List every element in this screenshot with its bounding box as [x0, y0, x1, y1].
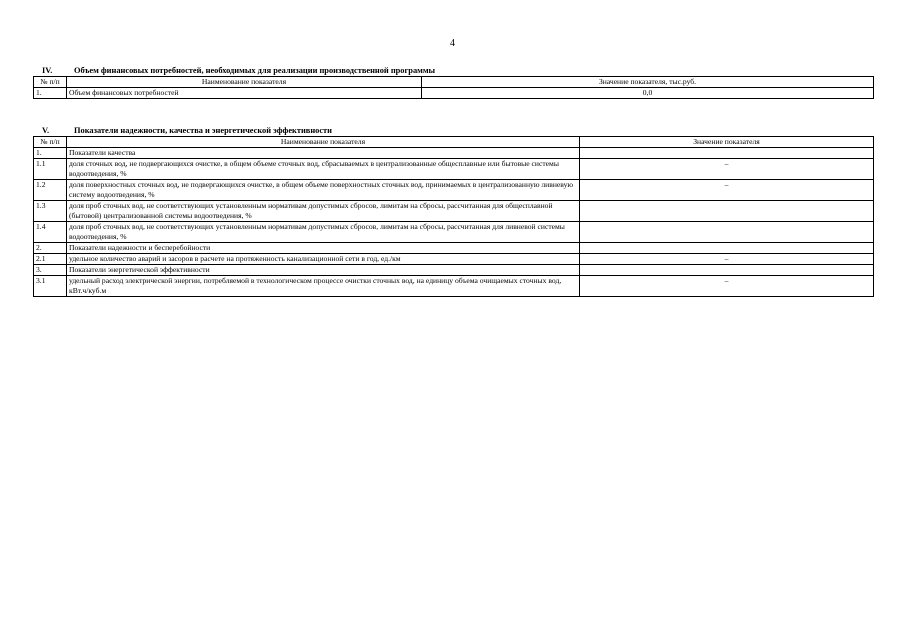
row-name: Показатели энергетической эффективности [67, 265, 580, 276]
row-number: 2. [34, 243, 67, 254]
table-row [34, 243, 874, 254]
table-row [34, 276, 874, 297]
row-number: 2.1 [34, 254, 67, 265]
row-value [580, 222, 874, 243]
section-4-heading [42, 66, 435, 75]
row-number: 3.1 [34, 276, 67, 297]
table-row [34, 180, 874, 201]
row-value [580, 243, 874, 254]
header-indicator-value: Значение показателя [580, 137, 874, 148]
table-row [34, 159, 874, 180]
header-number: № п/п [34, 77, 67, 88]
section-4-number: IV. [42, 66, 53, 75]
header-indicator-value: Значение показателя, тыс.руб. [422, 77, 874, 88]
table-row [34, 265, 874, 276]
section-5-heading [42, 126, 332, 135]
row-number: 1.2 [34, 180, 67, 201]
table-row [34, 254, 874, 265]
row-value [580, 265, 874, 276]
row-name: доля проб сточных вод, не соответствующих установленным нормативам допустимых сбросов, лимитам на сбросы, рассчитанная для общесплавной (бытовой) централизованной системы водоотведения, % [67, 201, 580, 222]
table-row [34, 201, 874, 222]
row-number: 1.1 [34, 159, 67, 180]
header-indicator-name: Наименование показателя [67, 77, 422, 88]
row-value: – [580, 159, 874, 180]
table-row [34, 148, 874, 159]
row-value [580, 148, 874, 159]
section-5-title: Показатели надежности, качества и энергетической эффективности [74, 126, 332, 135]
row-value: – [580, 276, 874, 297]
table-header-row [34, 77, 874, 88]
table-header-row [34, 137, 874, 148]
table-row [34, 88, 874, 99]
row-name: Показатели надежности и бесперебойности [67, 243, 580, 254]
row-number: 1. [34, 148, 67, 159]
row-number: 1.4 [34, 222, 67, 243]
row-value: – [580, 254, 874, 265]
row-name: доля проб сточных вод, не соответствующих установленным нормативам допустимых сбросов, лимитам на сбросы, рассчитанная для ливневой системы водоотведения, % [67, 222, 580, 243]
table-row [34, 222, 874, 243]
row-value: – [580, 180, 874, 201]
row-number: 1.3 [34, 201, 67, 222]
row-name: доля сточных вод, не подвергающихся очистке, в общем объеме сточных вод, сбрасываемых в централизованные общесплавные или бытовые системы водоотведения, % [67, 159, 580, 180]
row-name: удельный расход электрической энергии, потребляемой в технологическом процессе очистки сточных вод, на единицу объема очищаемых сточных вод, кВт.ч/куб.м [67, 276, 580, 297]
row-value: 0,0 [422, 88, 874, 99]
row-name: Показатели качества [67, 148, 580, 159]
row-name: доля поверхностных сточных вод, не подвергающихся очистке, в общем объеме поверхностных сточных вод, принимаемых в централизованную ливневую систему водоотведения, % [67, 180, 580, 201]
indicators-table [33, 136, 874, 297]
row-name: Объем финансовых потребностей [67, 88, 422, 99]
row-number: 3. [34, 265, 67, 276]
row-name: удельное количество аварий и засоров в расчете на протяженность канализационной сети в год, ед./км [67, 254, 580, 265]
row-number: 1. [34, 88, 67, 99]
financial-needs-table [33, 76, 874, 99]
row-value [580, 201, 874, 222]
header-indicator-name: Наименование показателя [67, 137, 580, 148]
section-5-number: V. [42, 126, 50, 135]
section-4-title: Объем финансовых потребностей, необходимых для реализации производственной программы [74, 66, 436, 75]
header-number: № п/п [34, 137, 67, 148]
page-number: 4 [450, 38, 455, 49]
